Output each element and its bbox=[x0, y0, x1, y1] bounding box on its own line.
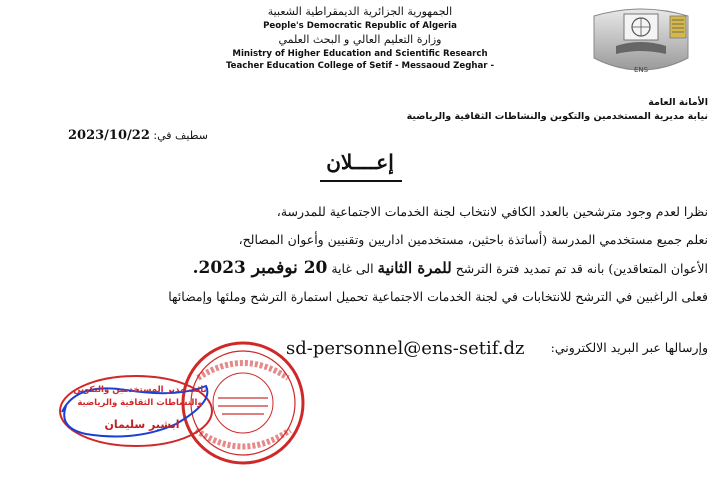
college-english: Teacher Education College of Setif - Messaoud Zeghar - bbox=[225, 61, 495, 71]
email-lead-text: وإرسالها عبر البريد الالكتروني: bbox=[550, 340, 708, 355]
contact-email: sd-personnel@ens-setif.dz bbox=[286, 338, 525, 359]
title-underline bbox=[320, 180, 402, 182]
college-logo-icon bbox=[588, 2, 694, 82]
secretariat-label: الأمانة العامة bbox=[648, 97, 708, 108]
svg-text:ENS: ENS bbox=[633, 66, 649, 74]
date-value: 2023/10/22 bbox=[68, 128, 150, 143]
stamp-text bbox=[70, 384, 210, 410]
deadline-date: 20 نوفمبر 2023 bbox=[198, 258, 328, 278]
issue-date bbox=[68, 128, 208, 143]
date-label: سطيف في: bbox=[153, 129, 208, 142]
institution-header bbox=[160, 4, 560, 72]
paragraph-4: فعلى الراغبين في الترشح للانتخابات في لجنة الخدمات الاجتماعية تحميل استمارة الترشح وملئها وإمضائها bbox=[168, 289, 708, 304]
paragraph-2: نعلم جميع مستخدمي المدرسة (أساتذة باحثين، مستخدمين اداريين وتقنيين وأعوان المصالح، bbox=[238, 232, 708, 247]
paragraph-3: الأعوان المتعاقدين) بانه قد تم تمديد فترة الترشح للمرة الثانية الى غاية 20 نوفمبر 2023. bbox=[192, 258, 708, 278]
announcement-body bbox=[60, 198, 708, 311]
ministry-arabic: وزارة التعليم العالي و البحث العلمي bbox=[278, 33, 442, 46]
republic-english: People's Democratic Republic of Algeria bbox=[263, 21, 457, 31]
directorate-label: نيابة مديرية المستخدمين والتكوين والنشاطات الثقافية والرياضية bbox=[406, 111, 708, 122]
second-time-emphasis: للمرة الثانية bbox=[377, 259, 452, 277]
stamp-line-2: والنشاطات الثقافية والرياضية bbox=[77, 398, 203, 408]
announcement-title: إعــــلان bbox=[326, 150, 394, 174]
signatory-name: ابشير سليمان bbox=[104, 418, 180, 431]
republic-arabic: الجمهورية الجزائرية الديمقراطية الشعبية bbox=[267, 5, 453, 18]
office-block bbox=[378, 96, 708, 124]
paragraph-1: نظرا لعدم وجود مترشحين بالعدد الكافي لانتخاب لجنة الخدمات الاجتماعية للمدرسة، bbox=[276, 204, 708, 219]
stamp-line-1: نائب مدير المستخدمين والتكوين bbox=[73, 385, 207, 395]
ministry-english: Ministry of Higher Education and Scientific Research bbox=[232, 49, 488, 59]
paragraph-3-mid: الى غاية bbox=[331, 261, 374, 276]
paragraph-3-start: الأعوان المتعاقدين) بانه قد تم تمديد فترة الترشح bbox=[455, 261, 708, 276]
